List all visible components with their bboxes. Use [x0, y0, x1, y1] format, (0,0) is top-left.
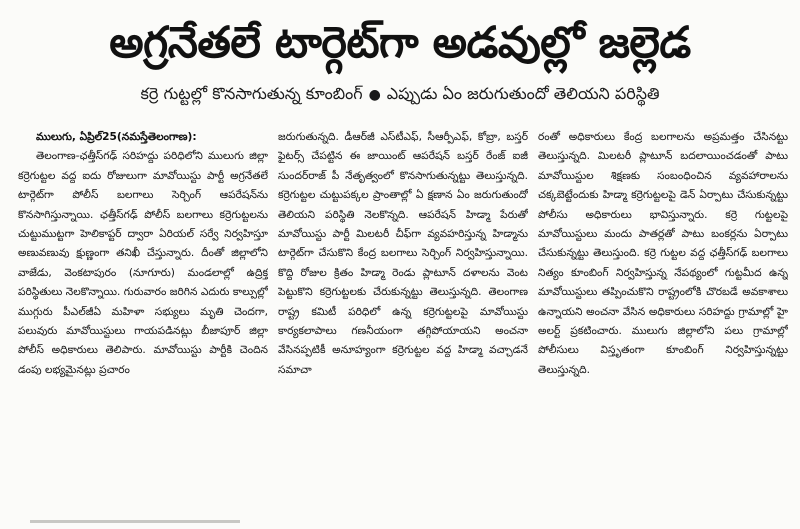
article-column-1 [18, 128, 268, 516]
column-3-text: రంతో అధికారులు కేంద్ర బలగాలను అప్రమత్తం చేసినట్టు తెలుస్తున్నది. మిలటరీ ప్లాటూన్ బదలాయించడంతో పాటు మావోయిస్టుల శిక్షణకు సంబంధించిన వ్యవహారాలను చక్కబెట్టేందుకు హిడ్మా కర్రెగుట్టలపై డెన్ ఏర్పాటు చేసుకున్నట్టు పోలీసు అధికారులు భావిస్తున్నారు. కర్రె గుట్టలపై మావోయిస్టులు మందు పాతర్లతో పాటు బంకర్లను ఏర్పాటు చేసుకున్నట్టు తెలుస్తుంది. కర్రె గుట్టల వద్ద ఛత్తీస్‌గఢ్ బలగాలు నిత్యం కూంబింగ్ నిర్వహిస్తున్న నేపథ్యంలో గుట్టమీద ఉన్న మావోయిస్టులు తప్పించుకొని రాష్ట్రంలోకి చొరబడే అవకాశాలు ఉన్నాయని అంచనా వేసిన అధికారులు సరిహద్దు గ్రామాల్లో హై అలర్ట్ ప్రకటించారు. ములుగు జిల్లాలోని పలు గ్రామాల్లో పోలీసులు విస్తృతంగా కూంబింగ్ నిర్వహిస్తున్నట్టు తెలుస్తున్నది. [538, 131, 788, 376]
dateline: ములుగు, ఏప్రిల్25(నమస్తేతెలంగాణ): [36, 131, 197, 143]
subheadline-part-2: ఎప్పుడు ఏం జరుగుతుందో తెలియని పరిస్థితి [386, 84, 660, 103]
column-1-text: తెలంగాణ-ఛత్తీస్‌గఢ్ సరిహద్దు పరిధిలోని ములుగు జిల్లా కర్రెగుట్టల వద్ద ఐదు రోజులుగా మావోయిస్టు పార్టీ అగ్రనేతలే టార్గెట్‌గా పోలీస్ బలగాలు సెర్చింగ్ ఆపరేషన్‌ను కొనసాగిస్తున్నాయి. ఛత్తీస్‌గఢ్ పోలీస్ బలగాలు కర్రెగుట్టలను చుట్టుముట్టగా హెలికాప్టర్ ద్వారా ఏరియల్ సర్వే నిర్వహిస్తూ అణువణువు క్షుణ్ణంగా తనిఖీ చేస్తున్నారు. దీంతో జిల్లాలోని వాజేడు, వెంకటాపురం (నూగూరు) మండలాల్లో ఉద్రిక్త పరిస్థితులు నెలకొన్నాయి. గురువారం జరిగిన ఎదురు కాల్పుల్లో ముగ్గురు పీఎల్‌జీఏ మహిళా సభ్యులు మృతి చెందగా, పలువురు మావోయిస్టులు గాయపడినట్లు బీజాపూర్ జిల్లా పోలీస్ అధికారులు తెలిపారు. మావోయిస్టు పార్టీకి చెందిన డంపు లభ్యమైనట్లు ప్రచారం [18, 150, 268, 376]
subheadline-part-1: కర్రె గుట్టల్లో కొనసాగుతున్న కూంబింగ్ [140, 84, 363, 103]
headline: అగ్రనేతలే టార్గెట్‌గా అడవుల్లో జల్లెడ [109, 18, 691, 68]
article-column-3 [538, 128, 788, 516]
subheadline [10, 78, 790, 110]
column-2-text: జరుగుతున్నది. డీఆర్‌జీ ఎస్‌టీఎఫ్, సీఆర్పీఎఫ్, కోబ్రా, బస్తర్ ఫైటర్స్ చేపట్టిన ఈ జాయింట్ ఆపరేషన్ బస్తర్ రేంజ్ ఐజీ సుందర్‌రాజ్ పీ నేతృత్వంలో కొనసాగుతున్నట్టు తెలుస్తున్నది. కర్రెగుట్టల చుట్టుపక్కల ప్రాంతాల్లో ఏ క్షణాన ఏం జరుగుతుందో తెలియని పరిస్థితి నెలకొన్నది. ఆపరేషన్ హిడ్మా పేరుతో మావోయిస్టు పార్టీ మిలటరీ చీఫ్‌గా వ్యవహరిస్తున్న హిడ్మాను టార్గెట్‌గా చేసుకొని కేంద్ర బలగాలు సెర్చింగ్ నిర్వహిస్తున్నాయి. కొద్ది రోజుల క్రితం హిడ్మా రెండు ప్లాటూన్ దళాలను వెంట పెట్టుకొని కర్రెగుట్టలకు చేరుకున్నట్టు తెలుస్తున్నది. తెలంగాణ రాష్ట్ర కమిటీ పరిధిలో ఉన్న కర్రెగుట్టలపై మావోయిస్టు కార్యకలాపాలు గణనీయంగా తగ్గిపోయాయని అంచనా వేసినప్పటికీ అనూహ్యంగా కర్రెగుట్టల వద్ద హిడ్మా వచ్చాడనే సమాచా [278, 131, 528, 376]
article-body [18, 128, 788, 516]
article-column-2 [278, 128, 528, 516]
subheadline-bullet: ● [368, 87, 381, 103]
bottom-rule [30, 520, 240, 523]
